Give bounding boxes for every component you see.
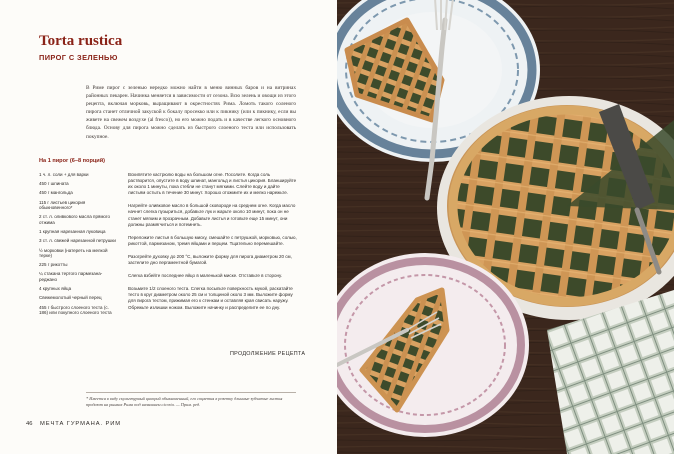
ingredient-item: 115 г листьев цикория обыкновенного* [39, 199, 86, 211]
recipe-title: Torta rustica [39, 33, 123, 49]
method-step: Нагрейте оливковое масло в большой сковороде на среднем огне. Когда масло начнет слегка пузыриться, добавьте лук и жарьте около 10 минут, пока он не станет мягким и прозрачным. Добавьте листья и готовьте еще 15 минут, они должны размягчиться и потемнеть. [128, 203, 296, 227]
ingredient-item: ½ морковки (натереть на мелкой терке) [39, 247, 108, 259]
ingredient-item: 450 г мангольда [39, 190, 73, 196]
ingredient-item: 455 г быстрого слоеного теста (с. 186) или покупного слоеного теста [39, 304, 112, 316]
method-step: Возьмите 1/2 слоеного теста. Слегка посыпьте поверхность мукой, раскатайте тесто в круг диаметром около 25 см и толщиной около 3 мм. Выложите форму для пирога тестом, прижимая его к стенкам и оставляя края свисать наружу. Обрежьте излишки ножом. Выложите начинку и распределите ее по дну. [128, 286, 293, 310]
running-head: МЕЧТА ГУРМАНА. РИМ [40, 421, 122, 427]
method-steps [128, 172, 298, 318]
pie-photo [337, 0, 674, 454]
ingredient-item: 1 ч. л. соли + для варки [39, 172, 89, 177]
footnote-divider [86, 392, 296, 393]
page-number: 46 [26, 421, 33, 427]
footnote: * Имеется в виду скульптурный цикорий обыкновенный, его соцветия в розетку длинные зубчатые листья продают на рынках Рима под названием cicoria. — Прим. ред. [86, 396, 283, 407]
pie-photo-illustration [337, 0, 674, 454]
ingredient-item: 225 г рикотты [39, 262, 68, 268]
method-step: Разогрейте духовку до 200 °С, выложите форму для пирога диаметром 20 см, застелите дно пергаментной бумагой. [128, 253, 292, 266]
continued-label: ПРОДОЛЖЕНИЕ РЕЦЕПТА [230, 351, 306, 357]
ingredient-item: 1 крупная нарезанная луковица [39, 229, 106, 235]
ingredient-list [39, 172, 119, 319]
method-step: Слегка взбейте последнее яйцо в маленькой миске. Отставьте в сторону. [128, 273, 283, 279]
ingredient-item: ¼ стакана тертого пармезана-реджано [39, 271, 103, 283]
ingredient-item: 3 ст. л. свежей нарезанной петрушки [39, 238, 116, 244]
recipe-yield: На 1 пирог (6–8 порций) [39, 158, 106, 164]
recipe-intro: В Риме пирог с зеленью нередко можно найти в меню винных баров и на витринах районных пекарен. Начинка меняется в зависимости от сезона. Всю зелень и овощи из этого рецепта, включая морковь, выращивают в окрестностях Рима. Ломоть такого соленого пирога станет отличной закуской к бокалу просекко или к пикнику (или к пикнику, если вы живете на свежем воздухе (al fresco)), но его можно подать и в качестве легкого основного блюда. Основу для пирога можно сделать из быстрого слоеного теста или использовать покупное. [86, 85, 296, 140]
ingredient-item: Свежемолотый черный перец [39, 295, 102, 301]
method-step: Вскипятите кастрюлю воды на большом огне. Посолите. Когда соль растворится, опустите в воду шпинат, мангольд и листья цикория. Бланшируйте их около 1 минуты, пока стебли не станут мягкими. Слейте воду и дайте листьям остыть в течение 30 минут. Хорошо отожмите их и мелко нарежьте. [128, 172, 297, 196]
ingredient-item: 450 г шпината [39, 181, 69, 187]
recipe-subtitle: ПИРОГ С ЗЕЛЕНЬЮ [39, 53, 118, 62]
method-step: Переложите листья в большую миску, смешайте с петрушкой, морковью, солью, рикоттой, пармезаном, тремя яйцами и перцем. Тщательно перемешайте. [128, 234, 297, 246]
ingredient-item: 4 крупных яйца [39, 286, 72, 292]
ingredient-item: 2 ст. л. оливкового масла прямого отжима [39, 214, 110, 225]
